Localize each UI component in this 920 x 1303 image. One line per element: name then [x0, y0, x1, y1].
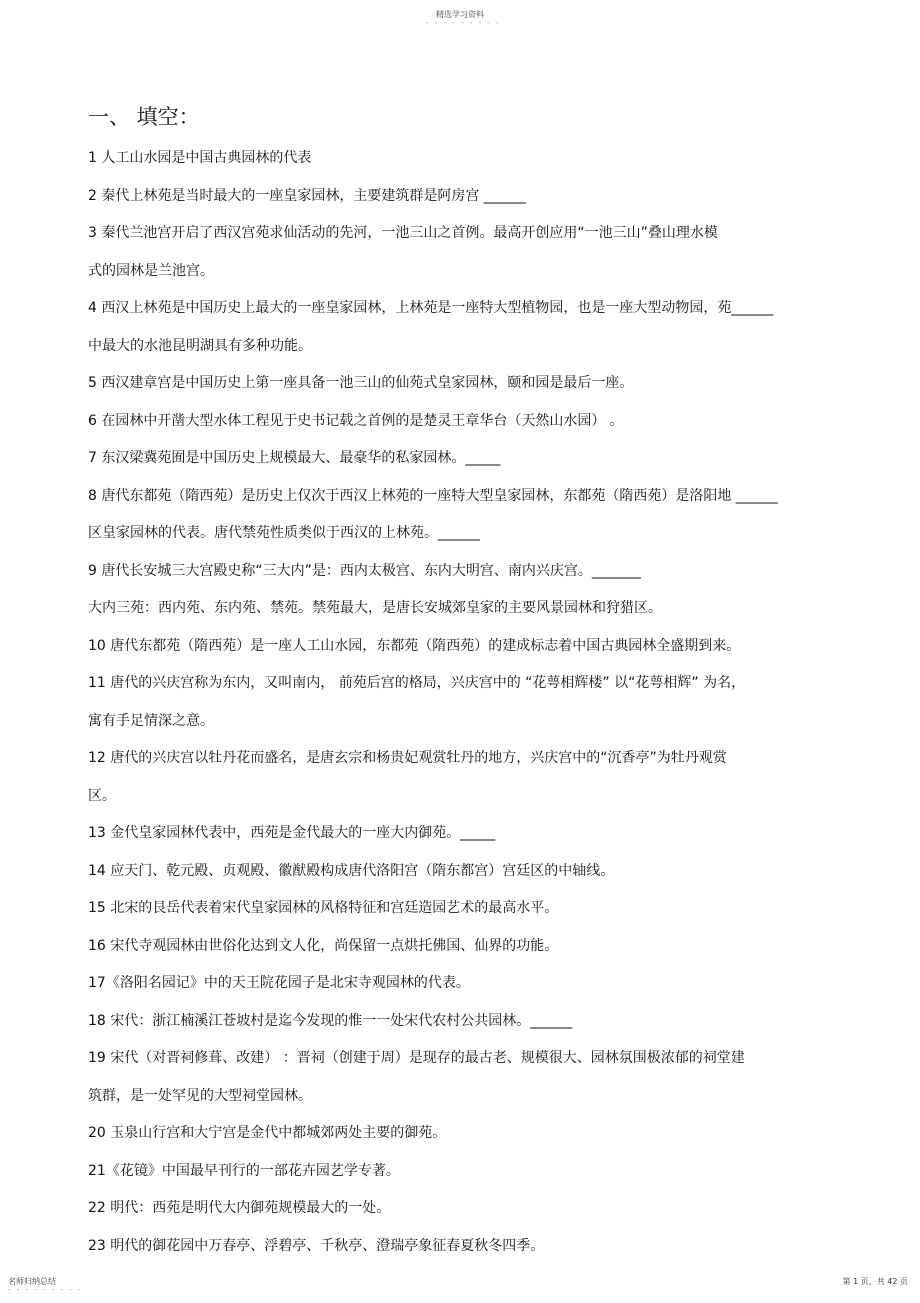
- question-line: 11 唐代的兴庆宫称为东内，又叫南内， 前苑后宫的格局，兴庆宫中的 “花萼相辉楼” 以“花萼相辉” 为名，: [88, 675, 746, 691]
- question-item: [88, 892, 828, 930]
- question-item: [88, 142, 828, 180]
- question-item: [88, 1192, 828, 1230]
- question-line: 4 西汉上林苑是中国历史上最大的一座皇家园林，上林苑是一座特大型植物园，也是一座大型动物园，苑______: [88, 300, 774, 316]
- question-line: 筑群，是一处罕见的大型祠堂园林。: [88, 1087, 312, 1104]
- page-header: 精选学习资料: [436, 10, 484, 19]
- question-item: [88, 180, 828, 218]
- question-line: 3 秦代兰池宫开启了西汉宫苑求仙活动的先河，一池三山之首例。最高开创应用“一池三山”叠山理水模: [88, 225, 718, 241]
- question-line: 10 唐代东都苑（隋西苑）是一座人工山水园，东都苑（隋西苑）的建成标志着中国古典园林全盛期到来。: [88, 637, 741, 654]
- question-item: [88, 1230, 828, 1268]
- question-line: 1 人工山水园是中国古典园林的代表: [88, 150, 312, 166]
- question-item: [88, 855, 828, 893]
- question-line: 16 宋代寺观园林由世俗化达到文人化，尚保留一点烘托佛国、仙界的功能。: [88, 937, 559, 954]
- question-line: 22 明代：西苑是明代大内御苑规模最大的一处。: [88, 1200, 391, 1216]
- footer-label: 名师归纳总结: [8, 1277, 56, 1286]
- question-line: 19 宋代（对晋祠修葺、改建） ：晋祠（创建于周）是现存的最古老、规模很大、园林氛围极浓郁的祠堂建: [88, 1050, 745, 1066]
- question-line: 21《花镜》中国最早刊行的一部花卉园艺学专著。: [88, 1162, 400, 1179]
- question-line: 9 唐代长安城三大宫殿史称“三大内”是：西内太极宫、东内大明宫、南内兴庆宫。_______: [88, 562, 641, 579]
- question-line: 区皇家园林的代表。唐代禁苑性质类似于西汉的上林苑。______: [88, 525, 480, 541]
- question-line: 大内三苑：西内苑、东内苑、禁苑。禁苑最大，是唐长安城郊皇家的主要风景园林和狩猎区。: [88, 600, 662, 616]
- question-item: [88, 442, 828, 480]
- question-line: 中最大的水池昆明湖具有多种功能。: [88, 337, 312, 354]
- question-line: 12 唐代的兴庆宫以牡丹花而盛名，是唐玄宗和杨贵妃观赏牡丹的地方，兴庆宫中的“沉香亭”为牡丹观赏: [88, 750, 727, 766]
- question-item: [88, 1005, 828, 1043]
- page-number: 第 1 页，共 42 页: [842, 1277, 908, 1286]
- question-line: 式的园林是兰池宫。: [88, 262, 214, 279]
- question-line: 5 西汉建章宫是中国历史上第一座具备一池三山的仙苑式皇家园林，颐和园是最后一座。: [88, 375, 634, 391]
- header-divider: - - - - - - - - -: [426, 19, 501, 27]
- question-item: [88, 967, 828, 1005]
- question-item: [88, 667, 828, 742]
- question-item: [88, 742, 828, 817]
- question-line: 2 秦代上林苑是当时最大的一座皇家园林，主要建筑群是阿房宫 ______: [88, 187, 526, 204]
- question-item: [88, 1155, 828, 1193]
- question-item: [88, 292, 828, 367]
- question-item: [88, 555, 828, 630]
- question-line: 23 明代的御花园中万春亭、浮碧亭、千秋亭、澄瑞亭象征春夏秋冬四季。: [88, 1237, 545, 1254]
- question-item: [88, 1042, 828, 1117]
- question-line: 14 应天门、乾元殿、贞观殿、徽猷殿构成唐代洛阳宫（隋东都宫）宫廷区的中轴线。: [88, 862, 615, 879]
- question-item: [88, 480, 828, 555]
- question-line: 6 在园林中开凿大型水体工程见于史书记载之首例的是楚灵王章华台（天然山水园） 。: [88, 412, 624, 429]
- question-line: 8 唐代东都苑（隋西苑）是历史上仅次于西汉上林苑的一座特大型皇家园林，东都苑（隋西苑）是洛阳地 ______: [88, 487, 778, 504]
- question-line: 15 北宋的艮岳代表着宋代皇家园林的风格特征和宫廷造园艺术的最高水平。: [88, 900, 559, 916]
- question-line: 寓有手足情深之意。: [88, 712, 214, 729]
- question-item: [88, 630, 828, 668]
- question-item: [88, 217, 828, 292]
- question-item: [88, 1117, 828, 1155]
- question-item: [88, 405, 828, 443]
- question-line: 区。: [88, 787, 116, 804]
- footer-divider: - - - - - - - - -: [8, 1286, 83, 1294]
- question-line: 7 东汉梁冀苑囿是中国历史上规模最大、最豪华的私家园林。_____: [88, 450, 501, 466]
- question-list: [88, 142, 828, 1267]
- question-item: [88, 930, 828, 968]
- question-line: 18 宋代：浙江楠溪江苍坡村是迄今发现的惟一一处宋代农村公共园林。______: [88, 1012, 573, 1029]
- section-title: 一、 填空：: [88, 105, 200, 129]
- question-line: 17《洛阳名园记》中的天王院花园子是北宋寺观园林的代表。: [88, 975, 470, 991]
- question-line: 13 金代皇家园林代表中，西苑是金代最大的一座大内御苑。_____: [88, 825, 496, 841]
- question-item: [88, 367, 828, 405]
- question-item: [88, 817, 828, 855]
- question-line: 20 玉泉山行宫和大宁宫是金代中都城郊两处主要的御苑。: [88, 1125, 447, 1141]
